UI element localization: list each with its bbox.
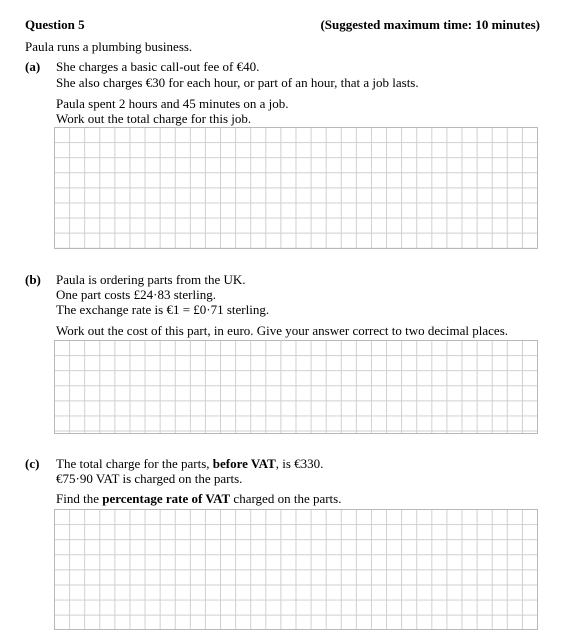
answer-grid-a[interactable] — [54, 127, 538, 249]
part-c-line1-pre: The total charge for the parts, — [56, 456, 213, 471]
part-a-line4: Work out the total charge for this job. — [56, 111, 252, 126]
part-c-line3-bold: percentage rate of VAT — [102, 491, 231, 506]
part-c-line1-post: , is €330. — [275, 456, 324, 471]
part-a-line1: She charges a basic call-out fee of €40. — [56, 59, 260, 74]
part-c-line1 — [56, 456, 323, 471]
part-c-line3-pre: Find the — [56, 491, 103, 506]
part-a-line2: She also charges €30 for each hour, or part of an hour, that a job lasts. — [56, 75, 419, 90]
suggested-time: (Suggested maximum time: 10 minutes) — [320, 17, 540, 32]
part-c-line1-bold: before VAT — [212, 456, 276, 471]
part-b-line2: One part costs £24·83 sterling. — [56, 287, 216, 302]
part-c-line2: €75·90 VAT is charged on the parts. — [56, 471, 243, 486]
part-b-label: (b) — [25, 272, 41, 287]
part-a-line3: Paula spent 2 hours and 45 minutes on a job. — [56, 96, 289, 111]
part-c-label: (c) — [25, 456, 40, 471]
answer-grid-b[interactable] — [54, 340, 538, 434]
question-intro: Paula runs a plumbing business. — [25, 39, 193, 54]
part-b-line4: Work out the cost of this part, in euro. Give your answer correct to two decimal places. — [56, 323, 509, 338]
part-b-line1: Paula is ordering parts from the UK. — [56, 272, 246, 287]
part-a-label: (a) — [25, 59, 41, 74]
question-title: Question 5 — [25, 17, 85, 32]
part-c-line3 — [56, 491, 341, 506]
answer-grid-c[interactable] — [54, 509, 538, 630]
part-c-line3-post: charged on the parts. — [230, 491, 342, 506]
part-b-line3: The exchange rate is €1 = £0·71 sterling. — [56, 302, 270, 317]
